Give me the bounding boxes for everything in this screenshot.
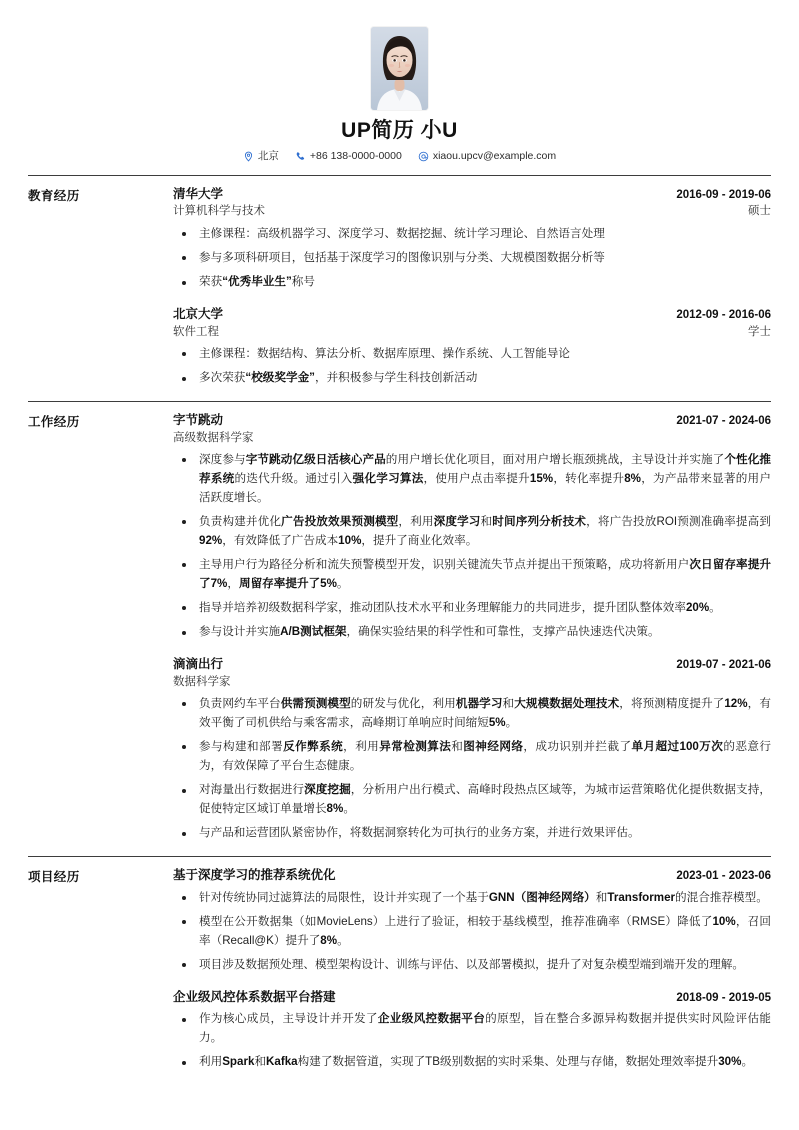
section-label: 教育经历 xyxy=(28,188,80,203)
entry-subheader xyxy=(173,324,771,341)
resume-section xyxy=(0,401,799,845)
resume-entry xyxy=(173,988,771,1073)
contact-bar xyxy=(0,150,799,164)
entry-date: 2023-01 - 2023-06 xyxy=(676,869,771,882)
contact-email-text: xiaou.upcv@example.com xyxy=(432,150,557,163)
bullet-item: 利用Spark和Kafka构建了数据管道，实现了TB级别数据的实时采集、处理与存储，数据处理效率提升30%。 xyxy=(173,1053,771,1072)
entry-subheader xyxy=(173,203,771,220)
entry-subtitle: 软件工程 xyxy=(173,325,219,338)
entry-date: 2016-09 - 2019-06 xyxy=(676,188,771,201)
profile-photo-icon xyxy=(371,27,428,110)
entry-header xyxy=(173,185,771,204)
section-row xyxy=(28,866,771,1074)
bullet-item: 多次荣获“校级奖学金”，并积极参与学生科技创新活动 xyxy=(173,369,771,388)
entry-title: 北京大学 xyxy=(173,307,224,322)
resume-entry xyxy=(173,305,771,388)
bullet-item: 与产品和运营团队紧密协作，将数据洞察转化为可执行的业务方案，并进行效果评估。 xyxy=(173,824,771,843)
resume-entry xyxy=(173,185,771,292)
entry-subtitle: 数据科学家 xyxy=(173,675,231,688)
location-pin-icon xyxy=(243,151,254,162)
entry-title: 基于深度学习的推荐系统优化 xyxy=(173,867,336,882)
entry-header xyxy=(173,305,771,324)
entry-subheader xyxy=(173,674,771,691)
bullet-item: 对海量出行数据进行深度挖掘，分析用户出行模式、高峰时段热点区域等，为城市运营策略优化提供数据支持，促使特定区域订单量增长8%。 xyxy=(173,781,771,819)
entry-title: 企业级风控体系数据平台搭建 xyxy=(173,989,336,1004)
bullet-item: 荣获“优秀毕业生”称号 xyxy=(173,273,771,292)
contact-phone xyxy=(295,150,402,164)
bullet-item: 主修课程：高级机器学习、深度学习、数据挖掘、统计学习理论、自然语言处理 xyxy=(173,225,771,244)
contact-location-text: 北京 xyxy=(257,150,279,163)
entry-date: 2019-07 - 2021-06 xyxy=(676,658,771,671)
bullet-item: 参与多项科研项目，包括基于深度学习的图像识别与分类、大规模图数据分析等 xyxy=(173,249,771,268)
resume-header xyxy=(0,0,799,164)
entry-meta: 学士 xyxy=(748,325,771,338)
entry-date: 2012-09 - 2016-06 xyxy=(676,309,771,322)
page-title: UP简历 小U xyxy=(341,119,458,142)
entry-title: 字节跳动 xyxy=(173,413,224,428)
section-body xyxy=(173,411,771,845)
contact-email xyxy=(418,150,556,164)
section-body xyxy=(173,866,771,1074)
entry-bullet-list xyxy=(173,1010,771,1072)
resume-section xyxy=(0,175,799,390)
bullet-item: 项目涉及数据预处理、模型架构设计、训练与评估、以及部署模拟，提升了对复杂模型端到端开发的理解。 xyxy=(173,956,771,975)
section-label: 项目经历 xyxy=(28,869,80,884)
resume-sections xyxy=(0,175,799,1074)
bullet-item: 主修课程：数据结构、算法分析、数据库原理、操作系统、人工智能导论 xyxy=(173,345,771,364)
contact-phone-text: +86 138-0000-0000 xyxy=(309,150,402,163)
entry-meta: 硕士 xyxy=(748,205,771,218)
bullet-item: 主导用户行为路径分析和流失预警模型开发，识别关键流失节点并提出干预策略，成功将新用户次日留存率提升了7%，周留存率提升了5%。 xyxy=(173,556,771,594)
bullet-item: 指导并培养初级数据科学家，推动团队技术水平和业务理解能力的共同进步，提升团队整体效率20%。 xyxy=(173,599,771,618)
entry-header xyxy=(173,655,771,674)
bullet-item: 模型在公开数据集（如MovieLens）上进行了验证，相较于基线模型，推荐准确率（RMSE）降低了10%，召回率（Recall@K）提升了8%。 xyxy=(173,913,771,951)
bullet-item: 参与构建和部署反作弊系统，利用异常检测算法和图神经网络，成功识别并拦截了单月超过100万次的恶意行为，有效保障了平台生态健康。 xyxy=(173,738,771,776)
phone-icon xyxy=(295,151,306,162)
entry-header xyxy=(173,988,771,1007)
entry-date: 2021-07 - 2024-06 xyxy=(676,415,771,428)
resume-entry xyxy=(173,411,771,642)
entry-bullet-list xyxy=(173,451,771,642)
bullet-item: 作为核心成员，主导设计并开发了企业级风控数据平台的原型，旨在整合多源异构数据并提供实时风险评估能力。 xyxy=(173,1010,771,1048)
resume-entry xyxy=(173,866,771,975)
section-body xyxy=(173,185,771,390)
email-at-icon xyxy=(418,151,429,162)
section-label: 工作经历 xyxy=(28,415,80,430)
section-divider xyxy=(28,856,771,857)
bullet-item: 负责网约车平台供需预测模型的研发与优化，利用机器学习和大规模数据处理技术，将预测精度提升了12%，有效平衡了司机供给与乘客需求，高峰期订单响应时间缩短5%。 xyxy=(173,695,771,733)
entry-bullet-list xyxy=(173,695,771,843)
section-row xyxy=(28,411,771,845)
section-divider xyxy=(28,175,771,176)
entry-subtitle: 计算机科学与技术 xyxy=(173,205,265,218)
bullet-item: 深度参与字节跳动亿级日活核心产品的用户增长优化项目，面对用户增长瓶颈挑战，主导设计并实施了个性化推荐系统的迭代升级。通过引入强化学习算法，使用户点击率提升15%，转化率提升8%，为产品带来显著的用户活跃度增长。 xyxy=(173,451,771,507)
entry-title: 清华大学 xyxy=(173,186,224,201)
entry-header xyxy=(173,411,771,430)
entry-title: 滴滴出行 xyxy=(173,656,224,671)
bullet-item: 针对传统协同过滤算法的局限性，设计并实现了一个基于GNN（图神经网络）和Transformer的混合推荐模型。 xyxy=(173,889,771,908)
entry-bullet-list xyxy=(173,345,771,388)
entry-bullet-list xyxy=(173,889,771,975)
entry-bullet-list xyxy=(173,225,771,292)
section-divider xyxy=(28,401,771,402)
bullet-item: 负责构建并优化广告投放效果预测模型，利用深度学习和时间序列分析技术，将广告投放ROI预测准确率提高到92%，有效降低了广告成本10%，提升了商业化效率。 xyxy=(173,513,771,551)
avatar xyxy=(371,27,428,110)
bullet-item: 参与设计并实施A/B测试框架，确保实验结果的科学性和可靠性，支撑产品快速迭代决策。 xyxy=(173,623,771,642)
contact-location xyxy=(243,150,279,164)
resume-entry xyxy=(173,655,771,843)
resume-section xyxy=(0,856,799,1074)
section-row xyxy=(28,185,771,390)
entry-subheader xyxy=(173,430,771,447)
entry-subtitle: 高级数据科学家 xyxy=(173,431,254,444)
entry-date: 2018-09 - 2019-05 xyxy=(676,991,771,1004)
entry-header xyxy=(173,866,771,885)
